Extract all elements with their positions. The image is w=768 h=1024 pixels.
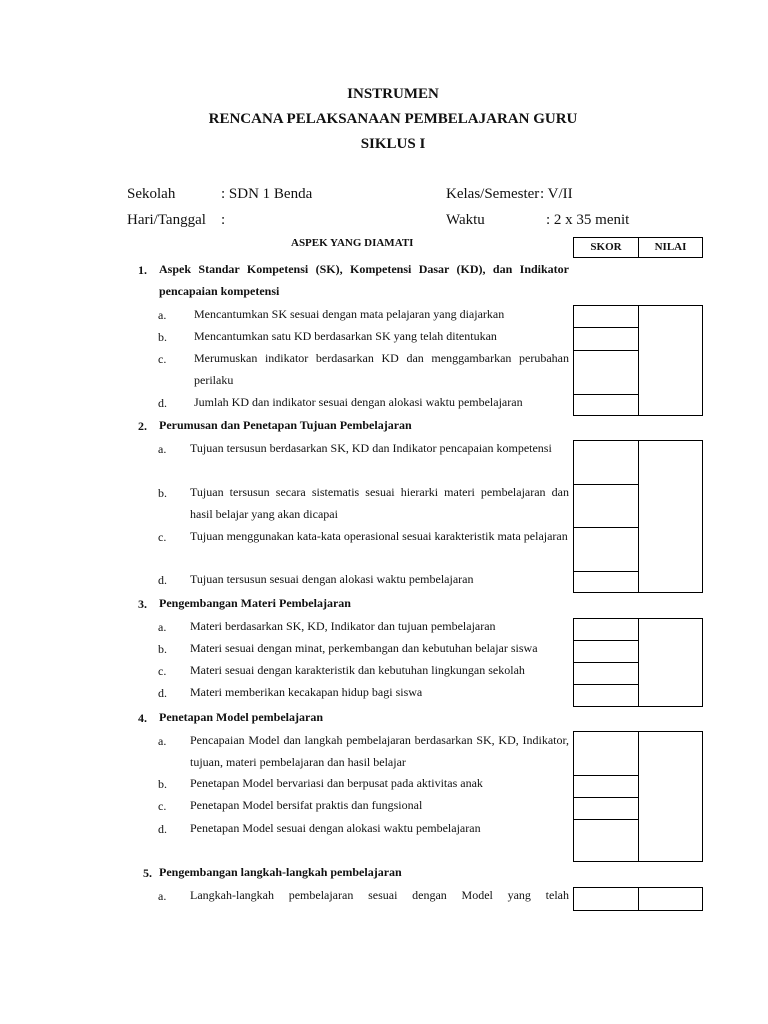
section-number: 5. [143, 866, 152, 880]
time-value: : 2 x 35 menit [546, 212, 630, 228]
item-letter: a. [158, 442, 167, 456]
item-letter: c. [158, 664, 167, 678]
item-text: Penetapan Model bervariasi dan berpusat pada aktivitas anak [190, 776, 483, 790]
score-box[interactable] [573, 350, 639, 395]
section-number: 3. [138, 597, 147, 611]
score-box[interactable] [573, 887, 639, 911]
item-letter: d. [158, 822, 167, 836]
day-label: Hari/Tanggal [127, 212, 206, 228]
item-text: Materi berdasarkan SK, KD, Indikator dan tujuan pembelajaran [190, 619, 496, 633]
day-value: : [221, 212, 226, 228]
item-letter: a. [158, 734, 167, 748]
value-box[interactable] [638, 618, 703, 707]
score-box[interactable] [573, 819, 639, 862]
school-value: : SDN 1 Benda [221, 186, 313, 202]
item-text: Mencantumkan satu KD berdasarkan SK yang telah ditentukan [194, 329, 497, 343]
value-box[interactable] [638, 305, 703, 416]
section-number: 2. [138, 419, 147, 433]
score-box[interactable] [573, 527, 639, 572]
value-box[interactable] [638, 731, 703, 862]
score-box[interactable] [573, 731, 639, 776]
score-box[interactable] [573, 305, 639, 328]
score-box[interactable] [573, 484, 639, 528]
section-title-line: Aspek Standar Kompetensi (SK), Kompetensi Dasar (KD), dan Indikator [159, 262, 569, 276]
section-title: Pengembangan langkah-langkah pembelajaran [159, 865, 402, 879]
score-box[interactable] [573, 640, 639, 663]
score-box[interactable] [573, 684, 639, 707]
item-letter: b. [158, 642, 167, 656]
class-value: : V/II [540, 186, 573, 202]
item-text: Materi memberikan kecakapan hidup bagi siswa [190, 685, 423, 699]
item-text-line: Langkah-langkah pembelajaran sesuai dengan Model yang telah [190, 888, 569, 902]
item-text: Jumlah KD dan indikator sesuai dengan alokasi waktu pembelajaran [194, 395, 523, 409]
item-letter: b. [158, 777, 167, 791]
item-text: Merumuskan indikator berdasarkan KD dan menggambarkan perubahan perilaku [194, 351, 569, 387]
score-box[interactable] [573, 775, 639, 798]
doc-subtitle: RENCANA PELAKSANAAN PEMBELAJARAN GURU [208, 111, 578, 127]
item-text: Tujuan tersusun secara sistematis sesuai hierarki materi pembelajaran dan hasil belajar yang akan dicapai [190, 485, 569, 521]
score-box[interactable] [573, 440, 639, 485]
item-letter: b. [158, 330, 167, 344]
item-letter: c. [158, 530, 167, 544]
item-text: Pencapaian Model dan langkah pembelajaran berdasarkan SK, KD, Indikator, tujuan, materi pembelajaran dan hasil belajar [190, 733, 569, 769]
section-title-line: pencapaian kompetensi [159, 284, 280, 298]
item-letter: b. [158, 486, 167, 500]
section-number: 4. [138, 711, 147, 725]
item-text: Tujuan tersusun berdasarkan SK, KD dan Indikator pencapaian kompetensi [190, 441, 552, 455]
value-header: NILAI [638, 237, 703, 258]
item-letter: d. [158, 686, 167, 700]
value-box[interactable] [638, 440, 703, 593]
section-title: Penetapan Model pembelajaran [159, 710, 323, 724]
score-box[interactable] [573, 662, 639, 685]
item-letter: a. [158, 889, 167, 903]
school-label: Sekolah [127, 186, 176, 202]
item-text: Tujuan tersusun sesuai dengan alokasi waktu pembelajaran [190, 572, 474, 586]
item-text: Penetapan Model sesuai dengan alokasi waktu pembelajaran [190, 821, 481, 835]
item-text: Materi sesuai dengan karakteristik dan kebutuhan lingkungan sekolah [190, 663, 525, 677]
score-box[interactable] [573, 327, 639, 351]
item-letter: c. [158, 352, 167, 366]
item-text: Mencantumkan SK sesuai dengan mata pelajaran yang diajarkan [194, 307, 505, 321]
item-letter: a. [158, 308, 167, 322]
section-title: Pengembangan Materi Pembelajaran [159, 596, 351, 610]
score-header: SKOR [573, 237, 639, 258]
item-letter: d. [158, 396, 167, 410]
item-text: Materi sesuai dengan minat, perkembangan dan kebutuhan belajar siswa [190, 641, 538, 655]
value-box[interactable] [638, 887, 703, 911]
aspect-header: ASPEK YANG DIAMATI [291, 237, 414, 249]
section-number: 1. [138, 263, 147, 277]
section-title [159, 258, 569, 302]
item-letter: d. [158, 573, 167, 587]
doc-cycle: SIKLUS I [360, 136, 426, 152]
time-label: Waktu [446, 212, 485, 228]
doc-title: INSTRUMEN [347, 86, 439, 102]
score-box[interactable] [573, 571, 639, 593]
item-text: Penetapan Model bersifat praktis dan fungsional [190, 798, 423, 812]
score-box[interactable] [573, 394, 639, 416]
item-letter: c. [158, 799, 167, 813]
item-text [190, 884, 569, 906]
score-box[interactable] [573, 797, 639, 820]
section-title: Perumusan dan Penetapan Tujuan Pembelajaran [159, 418, 412, 432]
item-letter: a. [158, 620, 167, 634]
item-text: Tujuan menggunakan kata-kata operasional sesuai karakteristik mata pelajaran [190, 529, 568, 543]
class-label: Kelas/Semester [446, 186, 540, 202]
score-box[interactable] [573, 618, 639, 641]
